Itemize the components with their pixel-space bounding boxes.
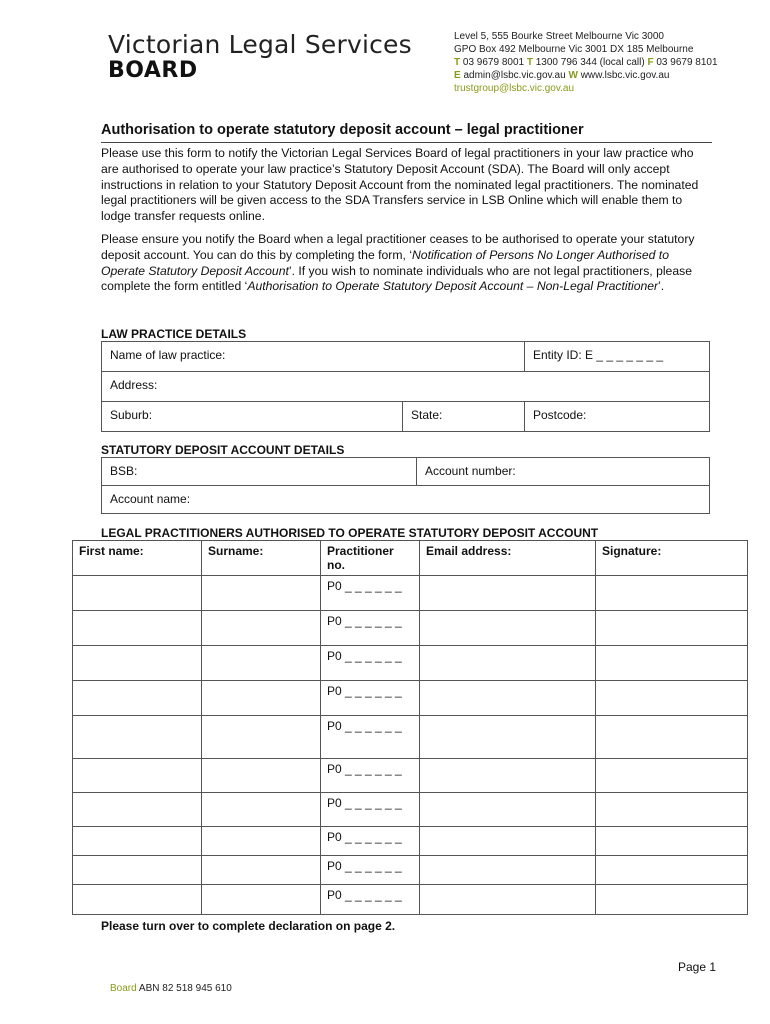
practitioner-no-cell[interactable]: P0 _ _ _ _ _ _ xyxy=(321,759,420,793)
abn-number: ABN 82 518 945 610 xyxy=(138,983,232,994)
signature-cell[interactable] xyxy=(596,885,748,915)
table-row xyxy=(73,716,748,759)
practitioners-header-row xyxy=(73,541,748,576)
first-name-cell[interactable] xyxy=(73,856,202,885)
signature-cell[interactable] xyxy=(596,681,748,716)
signature-cell[interactable] xyxy=(596,611,748,646)
bsb-field[interactable]: BSB: xyxy=(102,458,417,486)
table-row xyxy=(73,646,748,681)
phone-local: 1300 796 344 (local call) xyxy=(535,57,645,68)
title-divider xyxy=(101,142,712,143)
p2-text-a: Please ensure you notify the Board when a legal practitioner ceases to be authorised to operate your statutory deposit account. You can do this by completing the form, ‘ xyxy=(101,232,695,262)
email-cell[interactable] xyxy=(420,681,596,716)
email-cell[interactable] xyxy=(420,759,596,793)
first-name-cell[interactable] xyxy=(73,793,202,827)
practitioner-no-cell[interactable]: P0 _ _ _ _ _ _ xyxy=(321,646,420,681)
first-name-cell[interactable] xyxy=(73,885,202,915)
surname-cell[interactable] xyxy=(202,793,321,827)
logo-board: BOARD xyxy=(108,58,198,83)
p2-text-e: ’. xyxy=(658,279,665,294)
fax: 03 9679 8101 xyxy=(656,57,718,68)
law-practice-heading: LAW PRACTICE DETAILS xyxy=(101,327,247,341)
signature-cell[interactable] xyxy=(596,759,748,793)
surname-cell[interactable] xyxy=(202,646,321,681)
table-row xyxy=(73,793,748,827)
practitioners-heading: LEGAL PRACTITIONERS AUTHORISED TO OPERATE STATUTORY DEPOSIT ACCOUNT xyxy=(101,526,599,540)
abn-line xyxy=(110,983,232,994)
col-signature: Signature: xyxy=(596,541,748,576)
p2-form-name-2: Authorisation to Operate Statutory Deposit Account – Non-Legal Practitioner xyxy=(247,279,659,294)
phone: 03 9679 8001 xyxy=(462,57,525,68)
table-row xyxy=(73,576,748,611)
col-first-name: First name: xyxy=(73,541,202,576)
first-name-cell[interactable] xyxy=(73,611,202,646)
first-name-cell[interactable] xyxy=(73,827,202,856)
t-label: T xyxy=(454,57,461,68)
logo-name: Victorian Legal Services xyxy=(108,30,412,59)
email-cell[interactable] xyxy=(420,646,596,681)
signature-cell[interactable] xyxy=(596,716,748,759)
table-row xyxy=(73,681,748,716)
account-number-field[interactable]: Account number: xyxy=(417,458,710,486)
col-surname: Surname: xyxy=(202,541,321,576)
email-cell[interactable] xyxy=(420,827,596,856)
practitioner-no-cell[interactable]: P0 _ _ _ _ _ _ xyxy=(321,827,420,856)
first-name-cell[interactable] xyxy=(73,759,202,793)
surname-cell[interactable] xyxy=(202,681,321,716)
surname-cell[interactable] xyxy=(202,759,321,793)
intro-paragraph-1: Please use this form to notify the Victorian Legal Services Board of legal practitioners in your law practice who are authorised to operate your law practice’s Statutory Deposit Account (SDA). The Board will only accept instructions in relation to your Statutory Deposit Account from the nominated legal practitioners. The nominated legal practitioners will be given access to the SDA Transfers service in LSB Online which will enable them to lodge transfer requests online. xyxy=(101,146,699,224)
table-row xyxy=(73,759,748,793)
practitioner-no-cell[interactable]: P0 _ _ _ _ _ _ xyxy=(321,576,420,611)
email-cell[interactable] xyxy=(420,716,596,759)
p2-form-name-1: Notification of Persons No Longer Authorised to Operate Statutory Deposit Account xyxy=(101,247,669,278)
table-row xyxy=(73,885,748,915)
signature-cell[interactable] xyxy=(596,793,748,827)
signature-cell[interactable] xyxy=(596,827,748,856)
email-cell[interactable] xyxy=(420,611,596,646)
first-name-cell[interactable] xyxy=(73,646,202,681)
surname-cell[interactable] xyxy=(202,611,321,646)
state-field[interactable]: State: xyxy=(403,402,525,432)
surname-cell[interactable] xyxy=(202,856,321,885)
table-row xyxy=(73,827,748,856)
board-label: Board xyxy=(110,983,137,994)
address-field[interactable]: Address: xyxy=(102,372,710,402)
signature-cell[interactable] xyxy=(596,856,748,885)
address-line-1: Level 5, 555 Bourke Street Melbourne Vic 3000 xyxy=(454,31,664,42)
col-email: Email address: xyxy=(420,541,596,576)
sda-heading: STATUTORY DEPOSIT ACCOUNT DETAILS xyxy=(101,443,345,457)
trust-email-link[interactable]: trustgroup@lsbc.vic.gov.au xyxy=(454,83,575,94)
f-label: F xyxy=(647,57,654,68)
law-practice-table xyxy=(101,341,710,432)
signature-cell[interactable] xyxy=(596,576,748,611)
col-practitioner-no: Practitioner no. xyxy=(321,541,420,576)
email-cell[interactable] xyxy=(420,856,596,885)
email-cell[interactable] xyxy=(420,793,596,827)
address-line-2: GPO Box 492 Melbourne Vic 3001 DX 185 Melbourne xyxy=(454,44,694,55)
page-title: Authorisation to operate statutory deposit account – legal practitioner xyxy=(101,122,584,138)
t2-label: T xyxy=(526,57,533,68)
phone-line xyxy=(454,56,718,69)
postcode-field[interactable]: Postcode: xyxy=(525,402,710,432)
website-link[interactable]: www.lsbc.vic.gov.au xyxy=(580,70,670,81)
intro-paragraph-2 xyxy=(101,232,713,295)
practitioner-no-cell[interactable]: P0 _ _ _ _ _ _ xyxy=(321,793,420,827)
account-name-field[interactable]: Account name: xyxy=(102,486,710,514)
email-line xyxy=(454,69,718,82)
suburb-field[interactable]: Suburb: xyxy=(102,402,403,432)
entity-id-field[interactable]: Entity ID: E _ _ _ _ _ _ _ xyxy=(525,342,710,372)
first-name-cell[interactable] xyxy=(73,576,202,611)
first-name-cell[interactable] xyxy=(73,716,202,759)
practitioner-no-cell[interactable]: P0 _ _ _ _ _ _ xyxy=(321,856,420,885)
surname-cell[interactable] xyxy=(202,716,321,759)
practitioner-no-cell[interactable]: P0 _ _ _ _ _ _ xyxy=(321,885,420,915)
email-cell[interactable] xyxy=(420,576,596,611)
sda-table xyxy=(101,457,710,514)
practitioners-table xyxy=(72,540,748,915)
w-label: W xyxy=(568,70,578,81)
signature-cell[interactable] xyxy=(596,646,748,681)
practitioner-no-cell[interactable]: P0 _ _ _ _ _ _ xyxy=(321,681,420,716)
table-row xyxy=(73,611,748,646)
turn-over-note: Please turn over to complete declaration on page 2. xyxy=(101,919,396,933)
email-cell[interactable] xyxy=(420,885,596,915)
contact-block xyxy=(454,30,718,95)
table-row xyxy=(73,856,748,885)
surname-cell[interactable] xyxy=(202,576,321,611)
law-practice-name-field[interactable]: Name of law practice: xyxy=(102,342,525,372)
p2-text-c: ’. If you wish to nominate individuals who are not legal practitioners, please complete the form entitled ‘ xyxy=(101,263,692,294)
practitioner-no-cell[interactable]: P0 _ _ _ _ _ _ xyxy=(321,716,420,759)
e-label: E xyxy=(454,70,461,81)
first-name-cell[interactable] xyxy=(73,681,202,716)
practitioner-no-cell[interactable]: P0 _ _ _ _ _ _ xyxy=(321,611,420,646)
page-number: Page 1 xyxy=(678,960,717,974)
surname-cell[interactable] xyxy=(202,827,321,856)
surname-cell[interactable] xyxy=(202,885,321,915)
email-link[interactable]: admin@lsbc.vic.gov.au xyxy=(463,70,566,81)
